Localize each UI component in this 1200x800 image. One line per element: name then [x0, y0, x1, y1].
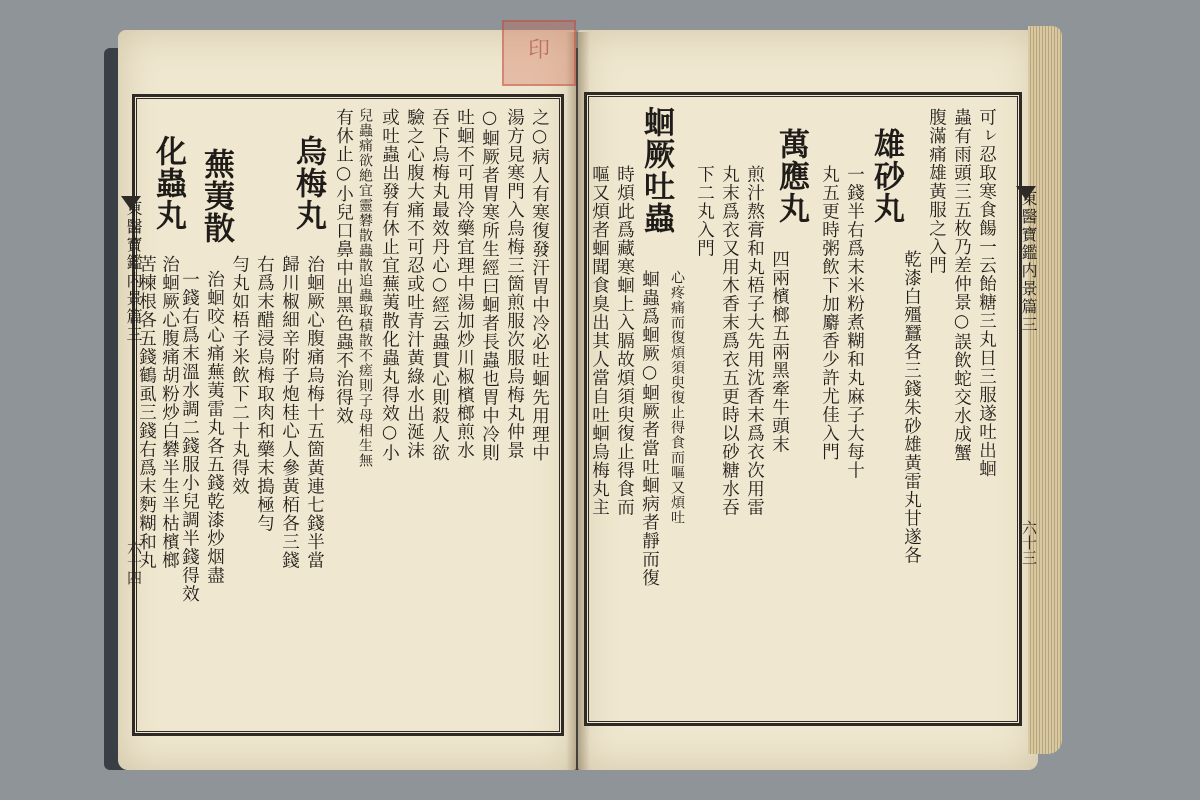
text-column: 治蛔厥心腹痛烏梅十五箇黃連七錢半當 [304, 255, 325, 570]
text-column: 四兩檳榔五兩黑牽牛頭末 [769, 250, 790, 454]
text-column: 或吐蟲出發有休止宜蕪荑散化蟲丸得效○小 [379, 108, 400, 462]
text-column: 治蛔厥心腹痛胡粉炒白礬半生半枯檳榔 [159, 255, 180, 570]
text-column: 一錢右爲末溫水調二錢服小兒調半錢得效 [179, 270, 200, 603]
text-column: 有休止○小兒口鼻中出黑色蟲不治得效 [333, 108, 354, 425]
entry-heading: 萬應丸 [773, 128, 809, 224]
text-column: 驗之心腹大痛不可忍或吐青汁黃綠水出涎沫 [404, 108, 425, 460]
text-column: 心疼痛而復煩須臾復止得食而嘔又煩吐 [669, 270, 685, 525]
text-column: 煎汁熬膏和丸梧子大先用沈香末爲衣次用雷 [744, 165, 765, 517]
page-edges [1028, 26, 1062, 754]
text-column: 蟲有雨頭三五枚乃差仲景○誤飲蛇交水成蟹 [951, 108, 972, 462]
text-column: 時煩此爲藏寒蛔上入膈故煩須臾復止得食而 [614, 165, 635, 517]
text-column: 嘔又煩者蛔聞食臭出其人當自吐蛔烏梅丸主 [589, 165, 610, 517]
text-column: 丸末爲衣又用木香末爲衣五更時以砂糖水吞 [719, 165, 740, 517]
text-column: 兒蟲痛欲絶宜靈礬散蟲散追蟲取積散不瘥則子母相生無 [357, 108, 373, 468]
text-column: 治蛔咬心痛蕪荑雷丸各五錢乾漆炒烟盡 [204, 270, 225, 585]
left-folio: 六十四 [125, 540, 143, 585]
entry-heading: 蛔厥吐蟲 [638, 106, 674, 234]
text-column: 右爲末醋浸烏梅取肉和藥末搗極勻 [254, 255, 275, 533]
entry-heading: 化蟲丸 [150, 135, 186, 231]
right-folio: 六十三 [1020, 520, 1038, 565]
text-column: 下二丸入門 [694, 165, 715, 258]
text-column: 腹滿痛雄黃服之入門 [926, 108, 947, 275]
entry-heading: 烏梅丸 [290, 135, 326, 231]
text-column: 之○病人有寒復發汗胃中冷必吐蛔先用理中 [529, 108, 550, 462]
text-column: 乾漆白殭蠶各三錢朱砂雄黃雷丸甘遂各 [901, 250, 922, 565]
text-column: ○蛔厥者胃寒所生經曰蛔者長蟲也胃中冷則 [479, 108, 500, 462]
text-column: 苦楝根各五錢鶴虱三錢右爲末麪糊和丸 [136, 255, 157, 570]
text-column: 一錢半右爲末米粉煮糊和丸麻子大每十 [844, 165, 865, 480]
left-fishtail-mark [121, 196, 141, 210]
text-column: 蛔蟲爲蛔厥○蛔厥者當吐蛔病者靜而復 [639, 270, 660, 587]
text-column: 吐蛔不可用冷藥宜理中湯加炒川椒檳榔煎水 [454, 108, 475, 460]
text-column: 歸川椒細辛附子炮桂心人參黃栢各三錢 [279, 255, 300, 570]
right-fishtail-mark [1016, 186, 1036, 200]
entry-heading: 蕪荑散 [198, 148, 234, 244]
right-running-header: 東醫寶鑑内景篇三 [1019, 190, 1038, 334]
red-seal-stamp: 印 [502, 20, 576, 86]
left-running-header: 東醫寶鑑内景篇三 [124, 200, 143, 344]
text-column: 湯方見寒門入烏梅三箇煎服次服烏梅丸仲景 [504, 108, 525, 460]
text-column: 勻丸如梧子米飲下二十丸得效 [229, 255, 250, 496]
text-column: 吞下烏梅丸最效丹心○經云蟲貫心則殺人欲 [429, 108, 450, 462]
text-column: 可ㇾ忍取寒食餳一云飴糖三丸日三服遂吐出蛔 [976, 108, 997, 478]
entry-heading: 雄砂丸 [868, 128, 904, 224]
text-column: 丸五更時粥飲下加麝香少許尤佳入門 [819, 165, 840, 461]
